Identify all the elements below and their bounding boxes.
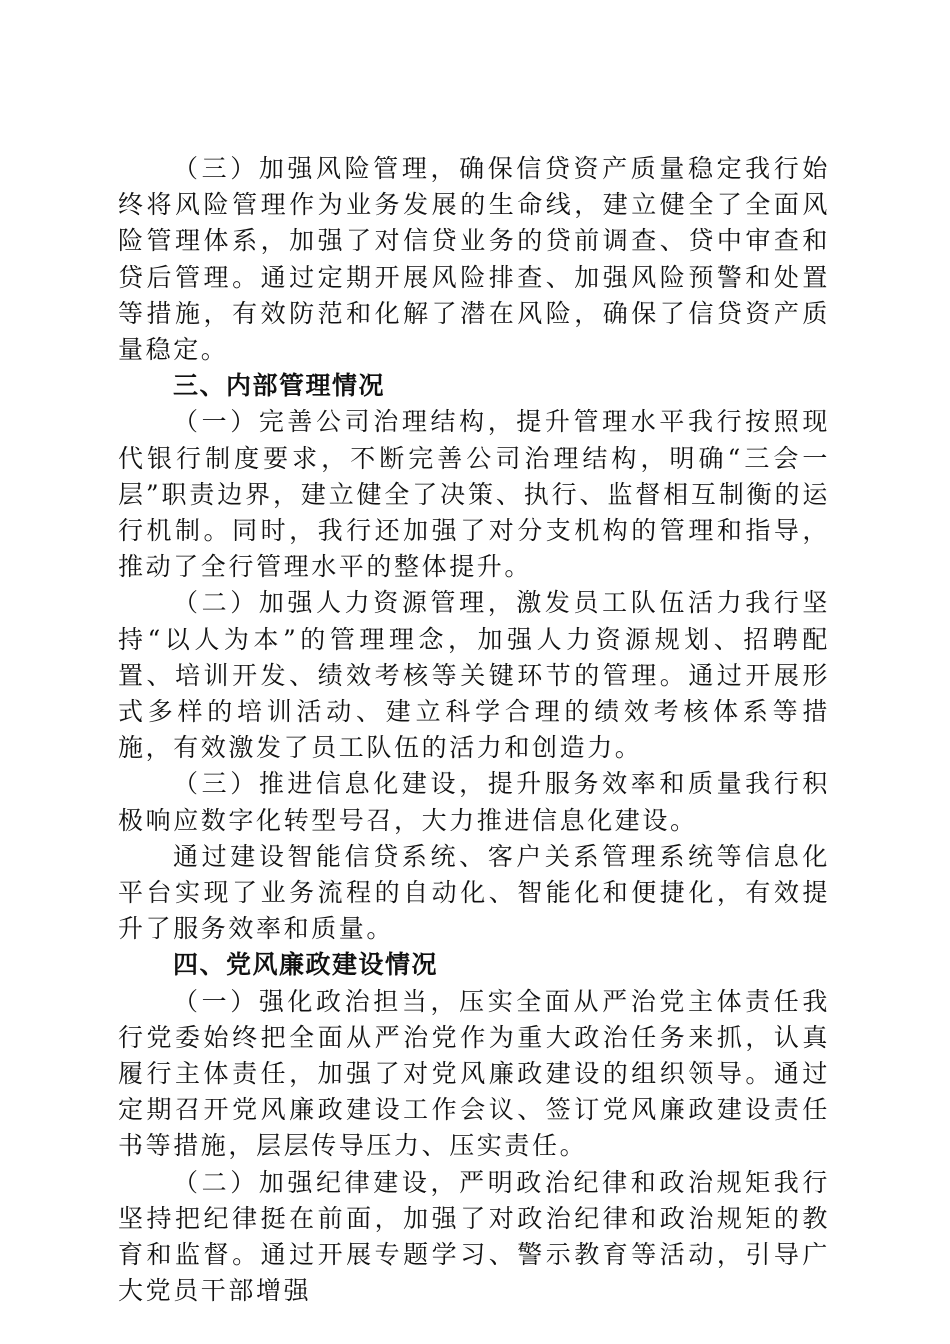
paragraph-informatization: （三）推进信息化建设，提升服务效率和质量我行积极响应数字化转型号召，大力推进信息化建设。 (118, 769, 830, 835)
paragraph-human-resources: （二）加强人力资源管理，激发员工队伍活力我行坚持“以人为本”的管理理念，加强人力资源规划、招聘配置、培训开发、绩效考核等关键环节的管理。通过开展形式多样的培训活动、建立科学合理的绩效考核体系等措施，有效激发了员工队伍的活力和创造力。 (118, 588, 830, 763)
paragraph-corporate-governance: （一）完善公司治理结构，提升管理水平我行按照现代银行制度要求，不断完善公司治理结构，明确“三会一层”职责边界，建立健全了决策、执行、监督相互制衡的运行机制。同时，我行还加强了对分支机构的管理和指导，推动了全行管理水平的整体提升。 (118, 407, 830, 582)
section-heading-party-conduct: 四、党风廉政建设情况 (173, 950, 439, 980)
document-body (118, 151, 830, 1310)
paragraph-discipline-building: （二）加强纪律建设，严明政治纪律和政治规矩我行坚持把纪律挺在前面，加强了对政治纪律和政治规矩的教育和监督。通过开展专题学习、警示教育等活动，引导广大党员干部增强 (118, 1167, 830, 1306)
paragraph-political-responsibility: （一）强化政治担当，压实全面从严治党主体责任我行党委始终把全面从严治党作为重大政治任务来抓，认真履行主体责任，加强了对党风廉政建设的组织领导。通过定期召开党风廉政建设工作会议、签订党风廉政建设责任书等措施，层层传导压力、压实责任。 (118, 986, 830, 1161)
paragraph-informatization-detail: 通过建设智能信贷系统、客户关系管理系统等信息化平台实现了业务流程的自动化、智能化和便捷化，有效提升了服务效率和质量。 (118, 841, 830, 944)
paragraph-risk-management: （三）加强风险管理，确保信贷资产质量稳定我行始终将风险管理作为业务发展的生命线，建立健全了全面风险管理体系，加强了对信贷业务的贷前调查、贷中审查和贷后管理。通过定期开展风险排查、加强风险预警和处置等措施，有效防范和化解了潜在风险，确保了信贷资产质量稳定。 (118, 154, 830, 365)
section-heading-internal-management: 三、内部管理情况 (173, 371, 386, 401)
